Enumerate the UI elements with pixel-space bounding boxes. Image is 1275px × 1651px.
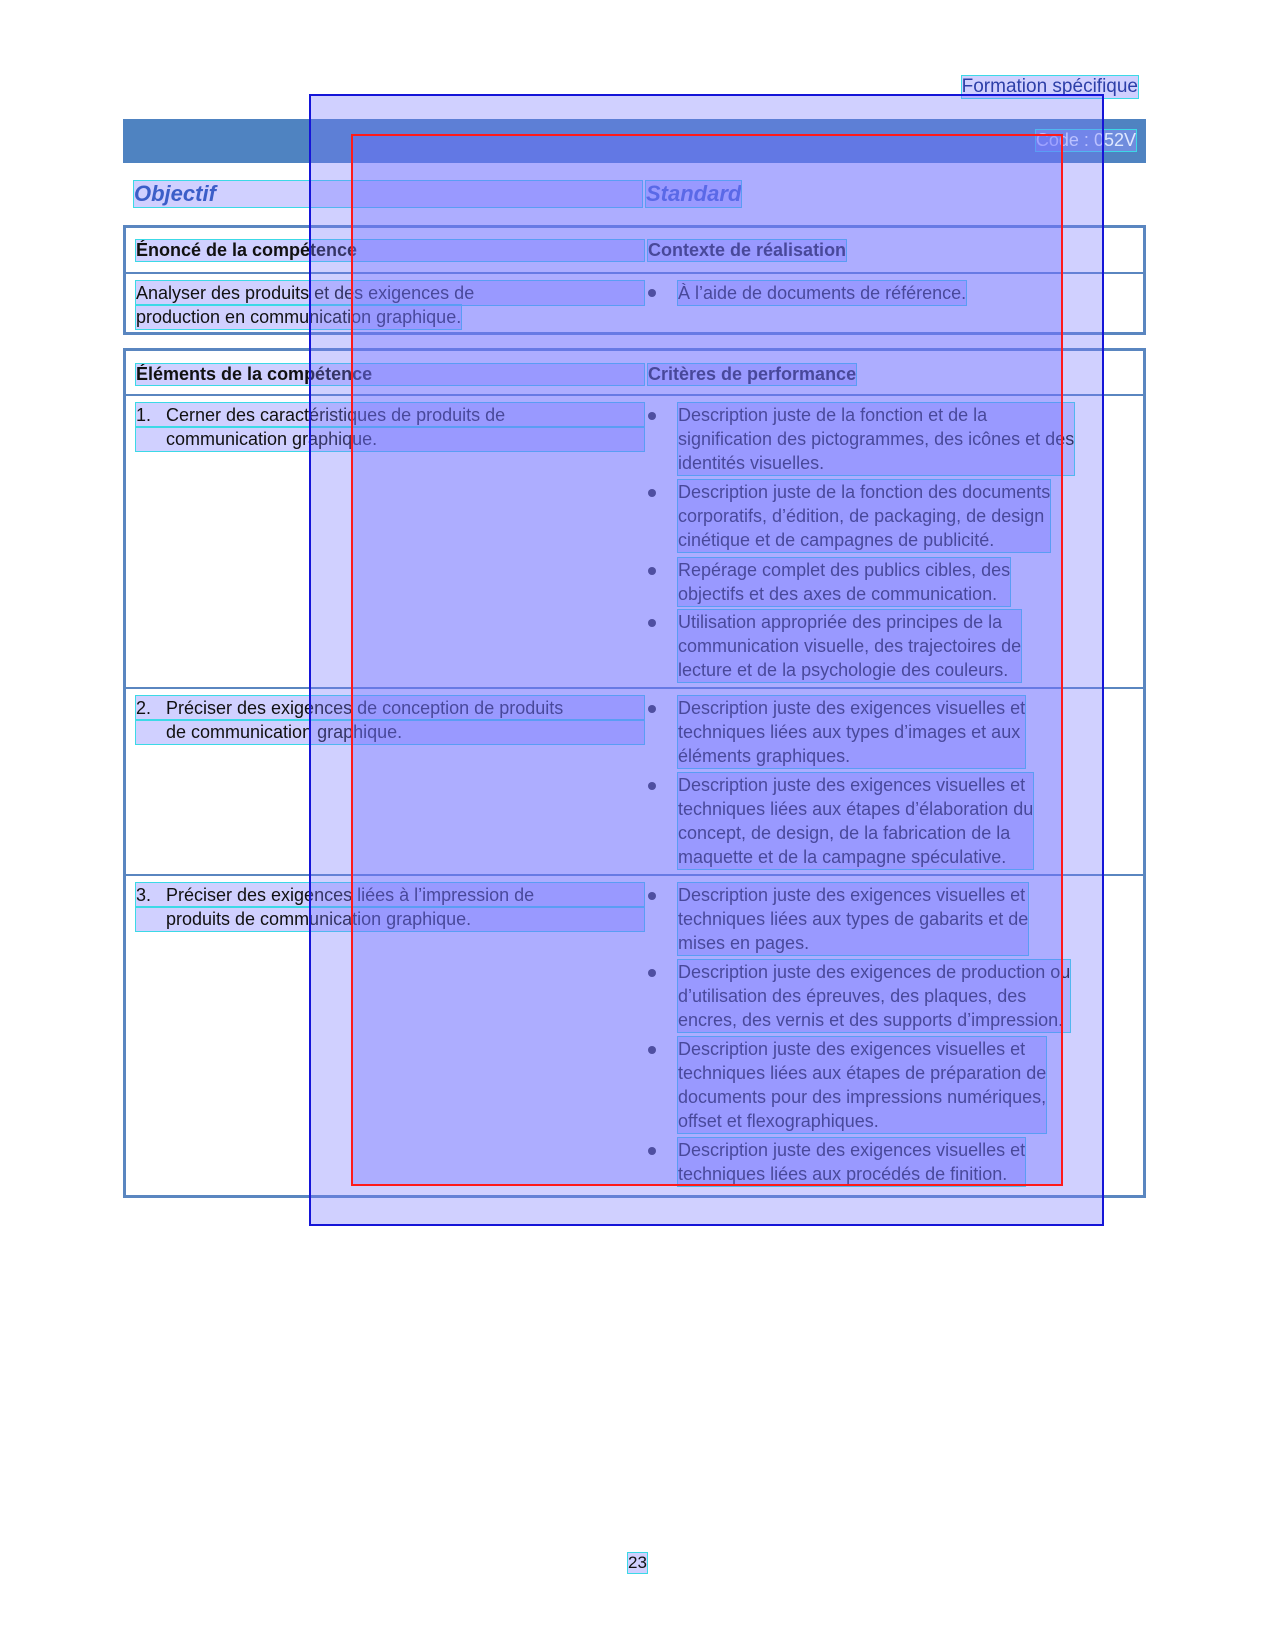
bullet-icon: [648, 412, 656, 420]
criterion: [678, 960, 1070, 1032]
criterion-line: concept, de design, de la fabrication de la: [678, 823, 1011, 843]
element-line: de communication graphique.: [136, 720, 644, 744]
element-number: 2.: [136, 698, 152, 718]
element-item-1: [136, 403, 644, 451]
bullet-icon: [648, 1147, 656, 1155]
bullet-icon: [648, 1046, 656, 1054]
row-divider: [126, 272, 1143, 274]
enonce-table: [123, 225, 1146, 335]
bullet-icon: [648, 489, 656, 497]
element-number: 3.: [136, 885, 152, 905]
criterion-line: encres, des vernis et des supports d’impression.: [678, 1010, 1064, 1030]
elements-table: [123, 348, 1146, 1198]
criterion-line: techniques liées aux étapes de préparation de: [678, 1063, 1047, 1083]
bullet-icon: [648, 969, 656, 977]
element-item-2: [136, 696, 644, 744]
element-item-3: [136, 883, 644, 931]
criterion-line: documents pour des impressions numériques,: [678, 1087, 1047, 1107]
enonce-text: [136, 281, 644, 329]
row-divider: [126, 874, 1143, 876]
criterion-line: Utilisation appropriée des principes de la: [678, 612, 1003, 632]
criterion-line: Repérage complet des publics cibles, des: [678, 560, 1011, 580]
criterion: [678, 883, 1028, 955]
criterion-line: techniques liées aux procédés de finition.: [678, 1164, 1008, 1184]
criterion-line: offset et flexographiques.: [678, 1111, 879, 1131]
criterion: [678, 610, 1021, 682]
criterion-line: Description juste des exigences visuelles et: [678, 698, 1026, 718]
page-number: 23: [628, 1553, 647, 1572]
bullet-icon: [648, 619, 656, 627]
code-label: Code :: [1035, 130, 1089, 150]
code-line: [1036, 130, 1136, 151]
criterion-line: communication visuelle, des trajectoires de: [678, 636, 1022, 656]
criterion-line: Description juste des exigences de production ou: [678, 962, 1071, 982]
bullet-icon: [648, 289, 656, 297]
criterion-line: cinétique et de campagnes de publicité.: [678, 530, 995, 550]
criterion: [678, 480, 1050, 552]
code-bar: [123, 119, 1146, 163]
criterion-line: d’utilisation des épreuves, des plaques, des: [678, 986, 1027, 1006]
criterion: [678, 558, 1010, 606]
enonce-left-header: Énoncé de la compétence: [136, 240, 644, 261]
bullet-icon: [648, 892, 656, 900]
criterion: [678, 696, 1025, 768]
elements-right-header: Critères de performance: [648, 364, 857, 384]
criterion-line: mises en pages.: [678, 933, 810, 953]
criterion-line: Description juste de la fonction et de la: [678, 405, 988, 425]
criterion: [678, 403, 1074, 475]
code-value: 052V: [1093, 130, 1136, 150]
criterion-line: Description juste des exigences visuelles et: [678, 775, 1026, 795]
criterion-line: Description juste des exigences visuelles et: [678, 885, 1026, 905]
criterion-line: Description juste de la fonction des documents: [678, 482, 1051, 502]
criterion-line: techniques liées aux types de gabarits et de: [678, 909, 1029, 929]
criterion-line: lecture et de la psychologie des couleurs.: [678, 660, 1009, 680]
criterion: [678, 1037, 1046, 1133]
criterion: [678, 1138, 1025, 1186]
element-line: Cerner des caractéristiques de produits de: [166, 405, 506, 425]
criterion-line: maquette et de la campagne spéculative.: [678, 847, 1007, 867]
criterion-line: techniques liées aux étapes d’élaboration du: [678, 799, 1034, 819]
element-line: Préciser des exigences de conception de produits: [166, 698, 564, 718]
program-title: Formation spécifique: [961, 76, 1138, 97]
bullet-icon: [648, 567, 656, 575]
bullet-icon: [648, 705, 656, 713]
row-divider: [126, 687, 1143, 689]
element-line: Préciser des exigences liées à l’impression de: [166, 885, 535, 905]
criterion-line: Description juste des exigences visuelles et: [678, 1039, 1026, 1059]
criterion: [678, 773, 1033, 869]
context-text: À l’aide de documents de référence.: [678, 283, 967, 303]
criterion-line: corporatifs, d’édition, de packaging, de design: [678, 506, 1045, 526]
elements-left-header: Éléments de la compétence: [136, 364, 644, 385]
enonce-line: production en communication graphique.: [136, 307, 462, 327]
criterion-line: objectifs et des axes de communication.: [678, 584, 998, 604]
bullet-icon: [648, 782, 656, 790]
enonce-line: Analyser des produits et des exigences de: [136, 281, 644, 305]
criterion-line: identités visuelles.: [678, 453, 825, 473]
standard-label: Standard: [646, 181, 742, 206]
criterion-line: Description juste des exigences visuelles et: [678, 1140, 1026, 1160]
element-line: communication graphique.: [136, 427, 644, 451]
enonce-right-header: Contexte de réalisation: [648, 240, 847, 260]
objective-label: Objectif: [134, 181, 642, 207]
criterion-line: techniques liées aux types d’images et aux: [678, 722, 1021, 742]
criterion-line: signification des pictogrammes, des icônes et des: [678, 429, 1075, 449]
row-divider: [126, 394, 1143, 396]
criterion-line: éléments graphiques.: [678, 746, 851, 766]
element-line: produits de communication graphique.: [136, 907, 644, 931]
element-number: 1.: [136, 405, 152, 425]
